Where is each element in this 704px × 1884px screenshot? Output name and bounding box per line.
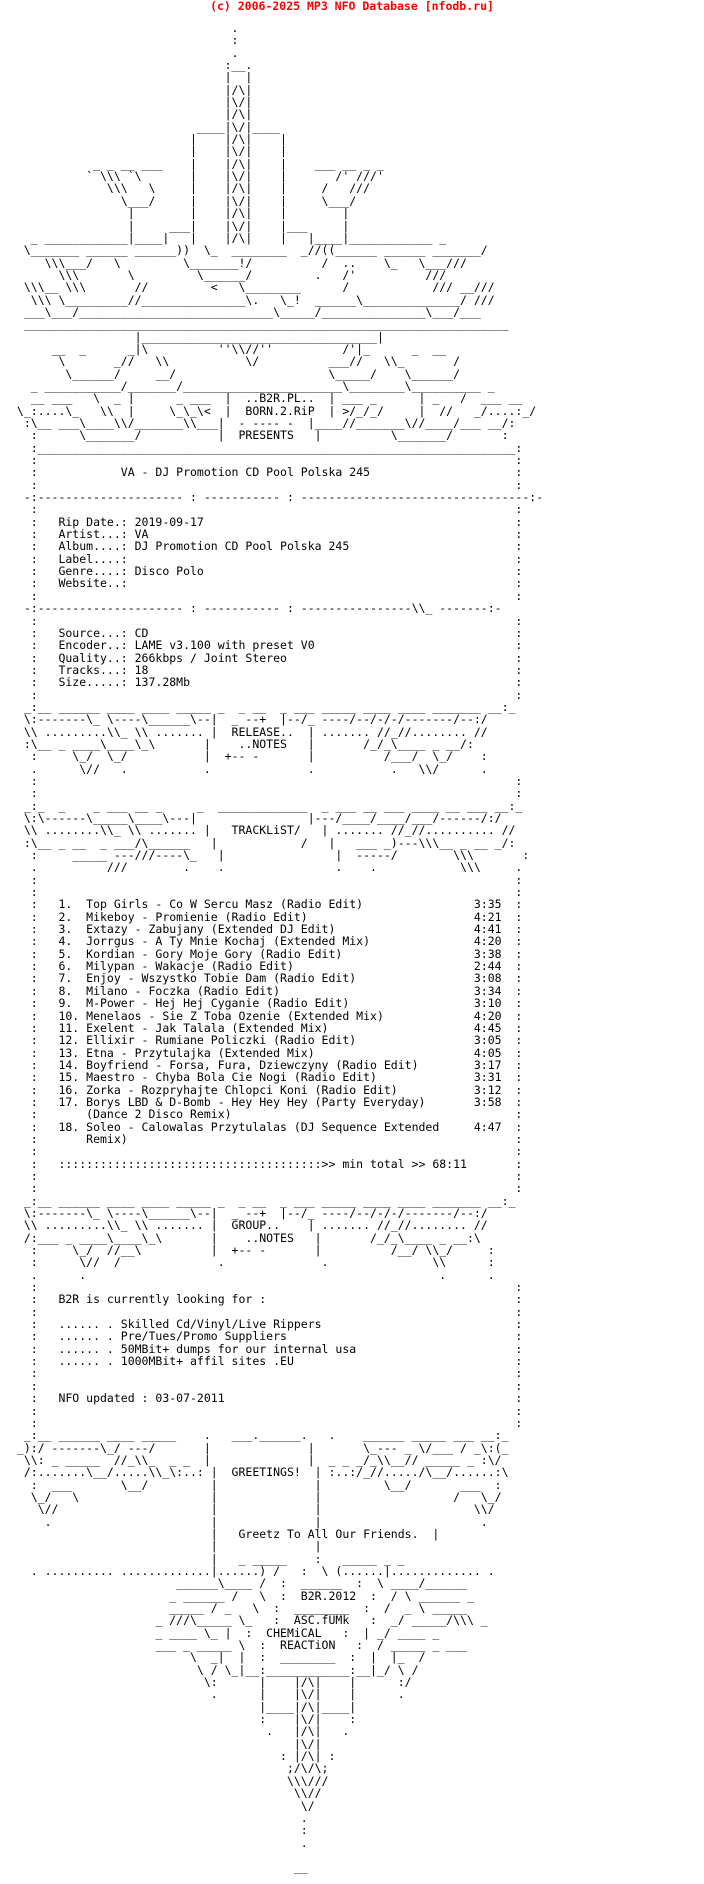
nfo-line: \\\___/ \ \_______!/ / .. \_ \___/// xyxy=(10,255,467,270)
nfo-line: : : xyxy=(10,1366,523,1381)
nfo-line: \/ xyxy=(10,1798,315,1813)
nfo-line: \\\ \ | |/\| | / /// xyxy=(10,181,371,196)
nfo-line: -:--------------------- : ----------- : ---------------------------------:- xyxy=(10,490,544,505)
nfo-line: : 17. Borys LBD & D-Bomb - Hey Hey Hey (Party Everyday) 3:58 : xyxy=(10,1094,523,1109)
nfo-line: : Tracks...: 18 : xyxy=(10,662,523,677)
nfo-line: : : xyxy=(10,453,523,468)
nfo-line: : 15. Maestro - Chyba Bola Cie Nogi (Radio Edit) 3:31 : xyxy=(10,1070,523,1085)
nfo-line: \\: _ _____ //_\\_ _ _ | | _ _ _/_\\__// _____ _ :\/ xyxy=(10,1452,502,1467)
nfo-line: _:_ _ _ ___ __ _ _ _____________ _ ___ __ ___ ____ __ ___ __:_ xyxy=(10,798,523,813)
nfo-line: : Encoder..: LAME v3.100 with preset V0 : xyxy=(10,638,523,653)
nfo-line: : 4. Jorrgus - A Ty Mnie Kochaj (Extended Mix) 4:20 : xyxy=(10,934,523,949)
nfo-line: : 12. Ellixir - Rumiane Policzki (Radio Edit) 3:05 : xyxy=(10,1033,523,1048)
nfo-line: : : xyxy=(10,1181,523,1196)
nfo-line: : xyxy=(10,1823,308,1838)
nfo-line: \\ .........\\_ \\ ....... | GROUP.. | ....... //_//........ // xyxy=(10,1218,488,1233)
nfo-line: :\__ _ __ _ ___/\______ | / | ___ _)---\\\__ _ __ _/: xyxy=(10,835,516,850)
nfo-line: \___/ | |\/| | \___/ xyxy=(10,193,357,208)
nfo-line: _ ______ / \ : B2R.2012 : / \ ______ _ xyxy=(10,1588,474,1603)
nfo-line: : ...... . 50MBit+ dumps for our internal usa : xyxy=(10,1341,523,1356)
nfo-line: : |/\| : xyxy=(10,1749,336,1764)
nfo-line: : ...... . Pre/Tues/Promo Suppliers : xyxy=(10,1329,523,1344)
nfo-line: : xyxy=(10,33,239,48)
nfo-line: : 9. M-Power - Hej Hej Cyganie (Radio Edit) 3:10 : xyxy=(10,996,523,1011)
nfo-line: . xyxy=(10,21,239,35)
nfo-line: : \_/ //__\ | +-- - | /__/ \\_/ : xyxy=(10,1243,495,1258)
nfo-line: :\__ ___\____\\/_______\\___| - ---- - |____//_______\//____/___ __/: xyxy=(10,416,516,430)
nfo-line: ___ _ _____ \ : REACTiON : / _____ _ ___ xyxy=(10,1638,467,1653)
nfo-line: \\\ \_________//_______________\. \_! ______\______________/ /// xyxy=(10,292,495,307)
nfo-line: : Album....: DJ Promotion CD Pool Polska 245 : xyxy=(10,539,523,554)
nfo-line: : 5. Kordian - Gory Moje Gory (Radio Edit) 3:38 : xyxy=(10,946,523,961)
nfo-line: : Size.....: 137.28Mb : xyxy=(10,675,523,690)
nfo-line: | | |/\| | | xyxy=(10,206,350,221)
nfo-line: |\/| xyxy=(10,95,253,110)
nfo-line: | |/\| | xyxy=(10,132,287,147)
nfo-line: | ___| |\/| |___ | xyxy=(10,218,350,233)
nfo-line: | Greetz To All Our Friends. | xyxy=(10,1526,440,1541)
nfo-line: : 8. Milano - Foczka (Radio Edit) 3:34 : xyxy=(10,983,523,998)
nfo-line: : : xyxy=(10,588,523,603)
nfo-line: | |\/| | xyxy=(10,144,287,159)
nfo-line: _):/ -------\_/ ---/ | | \_--- _ \/___ / _\:(_ xyxy=(10,1440,509,1455)
nfo-line: : Quality..: 266kbps / Joint Stereo : xyxy=(10,650,523,665)
nfo-line: :\__ _ ____\____\_\ | ..NOTES | /_/_\____ _ __/: xyxy=(10,736,474,751)
nfo-line: \\ .........\\_ \\ ....... | RELEASE.. | ....... //_//........ // xyxy=(10,724,488,739)
nfo-line: _____ / _ \ : ________ : / _ \ _____ xyxy=(10,1601,467,1615)
nfo-line: | | xyxy=(10,70,253,85)
nfo-line: : : xyxy=(10,1415,523,1430)
nfo-line: |____|/\|____| xyxy=(10,1699,357,1714)
nfo-line: _:__ ______ ____ ____ _____ _ _ __ _ ___ _____ ____ ____ _______ __:_ xyxy=(10,699,516,714)
nfo-line: \\// xyxy=(10,1786,322,1801)
nfo-line: _ _ __ ___ | |/\| | ___ __ _ _ xyxy=(10,156,384,171)
nfo-line: : 10. Menelaos - Sie Z Toba Ozenie (Extended Mix) 4:20 : xyxy=(10,1008,523,1023)
nfo-line: : 7. Enjoy - Wszystko Tobie Dam (Radio Edit) 3:08 : xyxy=(10,971,523,986)
nfo-line: _ ///\_____ \_ : ASC.fUMk : _/ _____/\\\ _ xyxy=(10,1613,488,1628)
nfo-line: : Artist...: VA : xyxy=(10,527,523,542)
nfo-line: : \_/ \_/ | +-- - | /___/ \_/ : xyxy=(10,749,488,764)
nfo-line: : : xyxy=(10,786,523,801)
nfo-line: : Genre....: Disco Polo : xyxy=(10,564,523,579)
nfo-line: : : xyxy=(10,1168,523,1183)
nfo-line: _:__ ______ ____ _____ . ___.______. . ______ _____ ___ __:_ xyxy=(10,1428,509,1443)
nfo-line: \ / \_|__:____________:__|_/ \ / xyxy=(10,1662,419,1677)
nfo-line: . \// . . . . \\/ . xyxy=(10,761,488,776)
nfo-line: : Label....: : xyxy=(10,551,523,566)
nfo-line: : Source...: CD : xyxy=(10,625,523,640)
nfo-line: : |\/| : xyxy=(10,1712,357,1727)
nfo-line: ____|\/|____ xyxy=(10,119,281,134)
nfo-line: . | | . xyxy=(10,1514,488,1529)
nfo-line: : 1. Top Girls - Co W Sercu Masz (Radio Edit) 3:35 : xyxy=(10,897,523,912)
nfo-line: : ::::::::::::::::::::::::::::::::::::::>> min total >> 68:11 : xyxy=(10,1156,523,1171)
site-header: (c) 2006-2025 MP3 NFO Database [nfodb.ru] xyxy=(210,0,494,13)
nfo-line: _:__ ______ ____ ____ _____ _ _ __ _ ___ _____ ____ ____ _______ __:_ xyxy=(10,1193,516,1208)
nfo-line: : 6. Milypan - Wakacje (Radio Edit) 2:44 : xyxy=(10,959,523,974)
nfo-line: : : xyxy=(10,1403,523,1418)
nfo-line: : : xyxy=(10,613,523,628)
nfo-line: : ...... . Skilled Cd/Vinyl/Live Rippers : xyxy=(10,1317,523,1332)
nfo-line: _ ___________/_______/_______________________\________\__________ _ xyxy=(10,378,495,393)
nfo-line: : 13. Etna - Przytulajka (Extended Mix) 4:05 : xyxy=(10,1045,523,1060)
nfo-line: . xyxy=(10,1835,308,1850)
nfo-line: \______/ __/ \_____/ \______/ xyxy=(10,366,461,381)
nfo-line: \\\ \ \______/ . /' /// xyxy=(10,267,447,282)
nfo-line: |/\| xyxy=(10,82,253,97)
nfo-line: __ ___ \ _ | _ ___ | ..B2R.PL.. | ___ _ | _ / ___ __ xyxy=(10,391,523,406)
nfo-line: __ xyxy=(10,1860,308,1875)
nfo-line: : 16. Zorka - Rozpryhajte Chlopci Koni (Radio Edit) 3:12 : xyxy=(10,1082,523,1097)
nfo-line: : _____ ---///----\_ | | -----/ \\\ : xyxy=(10,848,530,863)
nfo-line: \\\/// xyxy=(10,1773,329,1788)
nfo-line: : : xyxy=(10,1378,523,1393)
nfo-line: |/\| xyxy=(10,107,253,122)
nfo-line: . | |\/| | . xyxy=(10,1687,405,1702)
nfo-line: ;/\/\; xyxy=(10,1761,329,1776)
nfo-line: ___\___/____________________________\_____/_______________\___/___ xyxy=(10,304,481,319)
nfo-line: |\/| xyxy=(10,1736,322,1751)
nfo-line: :__. xyxy=(10,58,253,73)
nfo-line: . xyxy=(10,45,239,60)
nfo-line: : VA - DJ Promotion CD Pool Polska 245 : xyxy=(10,465,523,480)
nfo-line: \ _// \\ \/ ___// \\_ / xyxy=(10,354,461,369)
nfo-line: ______\____ / : ______ : \ ____/______ xyxy=(10,1576,467,1591)
nfo-line: :_____________________________________________________________________: xyxy=(10,440,523,455)
nfo-line: \:-------\_ \----\______\--| _ --+ |--/_ ----/--/-/-/-------/--:/ xyxy=(10,712,488,727)
nfo-line: \:\------\_____\____\---| |---/____/____/___/------/:/ xyxy=(10,811,502,825)
nfo-line: : : xyxy=(10,1304,523,1319)
nfo-line: | _ _____ : _____ _ _ xyxy=(10,1551,405,1566)
nfo-line: : : xyxy=(10,502,523,517)
nfo-line: \_______ ______ ______)) \_ ________ _//((______ ______ _______/ xyxy=(10,243,488,258)
nfo-line: __ _ _|\ ''\\//'' /'|_ _ __ xyxy=(10,341,447,356)
nfo-line: . xyxy=(10,1810,308,1825)
nfo-line: . . . . xyxy=(10,1267,495,1282)
nfo-line: /:.......\__/.....\\_\:..: | GREETINGS! | :..:/_//...../\__/......:\ xyxy=(10,1465,509,1480)
nfo-ascii-art xyxy=(10,22,543,1874)
nfo-line: . /// . . . . \\\ . xyxy=(10,860,523,875)
nfo-line: . |/\| . xyxy=(10,1724,350,1739)
nfo-line: _ ____ \_ | : CHEMiCAL : | _/ ____ _ xyxy=(10,1625,440,1640)
nfo-line: : \_______/ | PRESENTS | \_______/ : xyxy=(10,428,509,443)
nfo-line: : 18. Soleo - Calowalas Przytulalas (DJ Sequence Extended 4:47 : xyxy=(10,1119,523,1134)
nfo-line: \ _| | : ________ : | |_ / xyxy=(10,1650,426,1665)
nfo-line: : 11. Exelent - Jak Talala (Extended Mix) 4:45 : xyxy=(10,1020,523,1035)
nfo-line: |__________________________________| xyxy=(10,329,384,344)
nfo-line: : B2R is currently looking for : : xyxy=(10,1292,523,1307)
nfo-line: : 3. Extazy - Zabujany (Extended DJ Edit) 4:41 : xyxy=(10,922,523,937)
nfo-line: /:___ _ ____\____\_\ | ..NOTES | /_/_\____ _ __:\ xyxy=(10,1230,481,1245)
nfo-line: : Remix) : xyxy=(10,1131,523,1146)
nfo-line: : : xyxy=(10,1144,523,1159)
nfo-line: : ___ \__/ | | \__/ ___ : xyxy=(10,1477,502,1492)
nfo-line: \// | | \\/ xyxy=(10,1502,495,1517)
nfo-line: \:-------\_ \----\______\--| _ --+ |--/_ ----/--/-/-/-------/--:/ xyxy=(10,1206,488,1220)
nfo-line: : Rip Date.: 2019-09-17 : xyxy=(10,514,523,529)
nfo-line: : (Dance 2 Disco Remix) : xyxy=(10,1107,523,1122)
nfo-line: : : xyxy=(10,1280,523,1295)
nfo-line: : ...... . 1000MBit+ affil sites .EU : xyxy=(10,1354,523,1369)
nfo-line: \_/ \ | | / \_/ xyxy=(10,1489,502,1504)
nfo-line: : : xyxy=(10,885,523,900)
nfo-line: _ ____________|____| | |/\| | |____|____________ _ xyxy=(10,230,447,245)
nfo-line: : 14. Boyfriend - Forsa, Fura, Dziewczyny (Radio Edit) 3:17 : xyxy=(10,1057,523,1072)
nfo-line: : : xyxy=(10,477,523,492)
nfo-line: | | xyxy=(10,1539,322,1554)
nfo-line: : : xyxy=(10,773,523,788)
nfo-line: : : xyxy=(10,687,523,702)
nfo-line: ` \\\ `\ | |\/| | /' ///' xyxy=(10,169,384,184)
nfo-line: : NFO updated : 03-07-2011 : xyxy=(10,1391,523,1406)
nfo-line: \_:....\_ \\ | \_\_\< | BORN.2.RiP | >/_/_/ | // _/....:_/ xyxy=(10,403,537,418)
nfo-line: : \// / . . \\ : xyxy=(10,1255,495,1270)
nfo-line: : : xyxy=(10,872,523,887)
nfo-line: \\ ........\\_ \\ ....... | TRACKLiST/ | ....... //_//.......... // xyxy=(10,823,516,838)
nfo-line: : Website..: : xyxy=(10,576,523,591)
nfo-line: -:--------------------- : ----------- : ----------------\\_ -------:- xyxy=(10,601,502,616)
nfo-line: \\\__ \\\ // < \________ / /// __/// xyxy=(10,280,495,295)
nfo-line: \: | |/\| | :/ xyxy=(10,1675,412,1690)
nfo-line: ______________________________________________________________________ xyxy=(10,317,509,332)
nfo-line: . .......... .............|......) / : \ (......|............. . xyxy=(10,1563,495,1578)
nfo-line: : 2. Mikeboy - Promienie (Radio Edit) 4:21 : xyxy=(10,909,523,924)
